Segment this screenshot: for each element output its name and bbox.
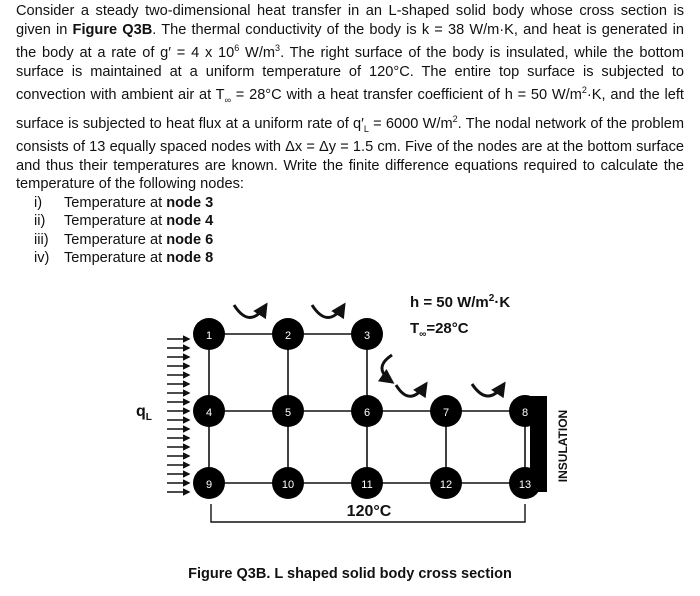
question-item: ii) Temperature at node 4 xyxy=(34,213,214,230)
node-8 xyxy=(509,395,541,427)
heat-flux-arrows xyxy=(167,339,189,492)
node-13 xyxy=(509,467,541,499)
node-11 xyxy=(351,467,383,499)
node-4 xyxy=(193,395,225,427)
convection-arrow xyxy=(382,355,392,382)
svg-text:4: 4 xyxy=(205,407,213,419)
node-7 xyxy=(430,395,462,427)
convection-arrow xyxy=(234,305,266,318)
node-10 xyxy=(272,467,304,499)
question-item: iii) Temperature at node 6 xyxy=(34,231,214,248)
svg-text:7: 7 xyxy=(442,407,450,419)
problem-paragraph: Consider a steady two-dimensional heat transfer in an L-shaped solid body whose cross section is given in Figure Q3B. The thermal conductivity of the body is k = 38 W/m·K, and heat is generated in the body at a rate of g′ = 4 x $10^6$ $W/m^3$. The right surface of the body is insulated, while the bottom surface is maintained at a uniform temperature of 120°C. The entire top surface is subjected to convection with ambient air at $T_\infty = 28^\circ C$ with a heat transfer coefficient of h = 50 $W/m^2\cdot K$, and the left surface is subjected to heat flux at a uniform rate of $q'_L = 6000$ $W/m^2$. The nodal network of the problem consists of 13 equally spaced nodes with Δx = Δy = 1.5 cm. Five of the nodes are at the bottom surface and thus their temperatures are known. Write the finite difference equations required to calculate the temperature of the following nodes: xyxy=(16,3,685,193)
question-item: i) Temperature at node 3 xyxy=(34,194,214,211)
nodes xyxy=(193,318,541,499)
node-5 xyxy=(272,395,304,427)
node-1 xyxy=(193,318,225,350)
figure-reference: Figure Q3B xyxy=(72,21,153,38)
svg-text:2: 2 xyxy=(284,330,292,342)
figure-caption: Figure Q3B. L shaped solid body cross section xyxy=(188,566,512,582)
ambient-temperature-label: $T_\infty=28^\circ C$ xyxy=(410,320,469,340)
svg-text:8: 8 xyxy=(521,407,529,419)
question-item: iv) Temperature at node 8 xyxy=(34,249,214,266)
svg-text:6: 6 xyxy=(363,407,371,419)
convection-arrow xyxy=(312,305,344,318)
heat-flux-label: $q_L$ xyxy=(136,403,152,423)
svg-text:5: 5 xyxy=(284,407,292,419)
node-6 xyxy=(351,395,383,427)
node-12 xyxy=(430,467,462,499)
bottom-temperature-label: 120°C xyxy=(346,503,392,520)
svg-text:1: 1 xyxy=(205,330,213,342)
h-coefficient-label: h = 50 $W/m^2\cdot K$ xyxy=(410,293,511,311)
convection-arrow xyxy=(396,384,426,396)
insulation-label: INSULATION xyxy=(556,409,570,483)
node-3 xyxy=(351,318,383,350)
svg-text:9: 9 xyxy=(205,479,213,491)
node-2 xyxy=(272,318,304,350)
node-9 xyxy=(193,467,225,499)
convection-arrow xyxy=(472,384,504,396)
svg-text:13: 13 xyxy=(518,479,532,491)
svg-text:11: 11 xyxy=(361,479,373,491)
svg-text:3: 3 xyxy=(363,330,371,342)
svg-text:10: 10 xyxy=(281,479,295,491)
svg-text:12: 12 xyxy=(439,479,453,491)
